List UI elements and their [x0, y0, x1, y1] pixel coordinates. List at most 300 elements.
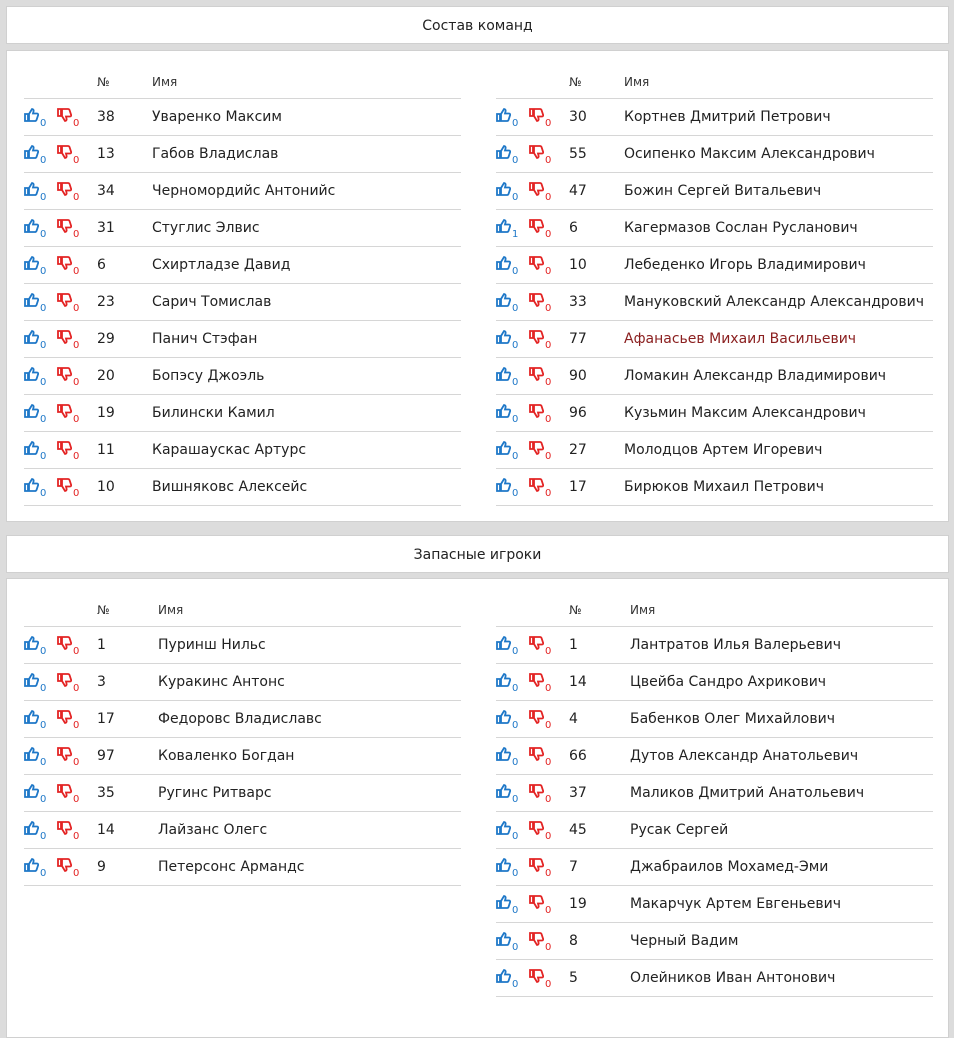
player-number: 90 [569, 368, 587, 384]
player-name[interactable]: Афанасьев Михаил Васильевич [624, 331, 857, 347]
dislike-button[interactable] [529, 284, 551, 323]
player-name[interactable]: Маликов Дмитрий Анатольевич [630, 785, 865, 801]
player-number: 33 [569, 294, 587, 310]
like-count: 0 [40, 266, 47, 277]
like-button[interactable] [496, 247, 518, 286]
like-count: 0 [512, 757, 519, 768]
thumbs-up-icon [24, 636, 39, 654]
dislike-count: 0 [545, 794, 552, 805]
table-row [496, 210, 933, 247]
player-name[interactable]: Федоровс Владиславс [158, 711, 322, 727]
like-button[interactable] [24, 812, 46, 851]
player-name[interactable]: Божин Сергей Витальевич [624, 183, 822, 199]
player-name[interactable]: Бабенков Олег Михайлович [630, 711, 835, 727]
player-name[interactable]: Бопэсу Джоэль [152, 368, 265, 384]
thumbs-down-icon [529, 895, 544, 913]
dislike-count: 0 [73, 229, 80, 240]
thumbs-down-icon [529, 404, 544, 422]
like-button[interactable] [24, 173, 46, 212]
player-name[interactable]: Петерсонс Армандс [158, 859, 305, 875]
column-number: № [97, 75, 110, 89]
table-row [496, 627, 933, 664]
player-name[interactable]: Карашаускас Артурс [152, 442, 307, 458]
dislike-count: 0 [545, 942, 552, 953]
thumbs-down-icon [529, 932, 544, 950]
table-row [24, 738, 461, 775]
like-button[interactable] [496, 432, 518, 471]
substitutes-section-header [6, 535, 949, 573]
player-name[interactable]: Дутов Александр Анатольевич [630, 748, 859, 764]
like-button[interactable] [496, 627, 518, 666]
like-button[interactable] [496, 701, 518, 740]
player-number: 45 [569, 822, 587, 838]
player-number: 29 [97, 331, 115, 347]
thumbs-up-icon [24, 182, 39, 200]
player-name[interactable]: Олейников Иван Антонович [630, 970, 836, 986]
like-count: 0 [40, 155, 47, 166]
table-row [496, 664, 933, 701]
player-name[interactable]: Макарчук Артем Евгеньевич [630, 896, 841, 912]
thumbs-down-icon [57, 673, 72, 691]
like-count: 0 [40, 720, 47, 731]
thumbs-down-icon [57, 293, 72, 311]
like-count: 0 [40, 340, 47, 351]
dislike-count: 0 [73, 340, 80, 351]
thumbs-down-icon [529, 858, 544, 876]
thumbs-down-icon [57, 145, 72, 163]
player-name[interactable]: Черномордийс Антонийс [152, 183, 336, 199]
player-name[interactable]: Уваренко Максим [152, 109, 282, 125]
thumbs-down-icon [529, 969, 544, 987]
dislike-button[interactable] [529, 99, 551, 138]
dislike-count: 0 [73, 757, 80, 768]
dislike-count: 0 [73, 794, 80, 805]
player-number: 5 [569, 970, 578, 986]
like-count: 0 [512, 831, 519, 842]
dislike-count: 0 [545, 979, 552, 990]
player-name[interactable]: Стуглис Элвис [152, 220, 260, 236]
dislike-button[interactable] [529, 627, 551, 666]
table-row [24, 432, 461, 469]
dislike-button[interactable] [529, 812, 551, 851]
dislike-button[interactable] [57, 627, 79, 666]
table-row [496, 469, 933, 506]
dislike-button[interactable] [529, 849, 551, 888]
column-name: Имя [624, 75, 650, 89]
thumbs-down-icon [529, 367, 544, 385]
thumbs-up-icon [496, 478, 511, 496]
thumbs-up-icon [496, 145, 511, 163]
column-name: Имя [152, 75, 178, 89]
like-button[interactable] [496, 664, 518, 703]
thumbs-up-icon [24, 478, 39, 496]
player-number: 66 [569, 748, 587, 764]
dislike-button[interactable] [57, 469, 79, 508]
like-count: 0 [40, 757, 47, 768]
player-number: 96 [569, 405, 587, 421]
thumbs-up-icon [24, 821, 39, 839]
like-button[interactable] [24, 738, 46, 777]
player-name[interactable]: Ругинс Ритварс [158, 785, 272, 801]
like-button[interactable] [24, 395, 46, 434]
thumbs-down-icon [57, 219, 72, 237]
player-name[interactable]: Лебеденко Игорь Владимирович [624, 257, 866, 273]
column-number: № [569, 75, 582, 89]
like-button[interactable] [496, 738, 518, 777]
player-name[interactable]: Габов Владислав [152, 146, 279, 162]
like-button[interactable] [496, 284, 518, 323]
player-name[interactable]: Вишняковс Алексейс [152, 479, 308, 495]
like-count: 0 [40, 831, 47, 842]
like-button[interactable] [496, 849, 518, 888]
like-count: 0 [512, 683, 519, 694]
column-number: № [569, 603, 582, 617]
dislike-button[interactable] [529, 886, 551, 925]
dislike-button[interactable] [529, 432, 551, 471]
dislike-button[interactable] [57, 210, 79, 249]
table-row [496, 173, 933, 210]
dislike-button[interactable] [57, 284, 79, 323]
like-button[interactable] [24, 210, 46, 249]
dislike-button[interactable] [57, 432, 79, 471]
like-button[interactable] [496, 395, 518, 434]
thumbs-up-icon [496, 404, 511, 422]
dislike-count: 0 [545, 720, 552, 731]
table-row [24, 812, 461, 849]
thumbs-down-icon [57, 784, 72, 802]
thumbs-up-icon [24, 330, 39, 348]
thumbs-down-icon [529, 441, 544, 459]
thumbs-down-icon [57, 108, 72, 126]
like-button[interactable] [496, 136, 518, 175]
dislike-button[interactable] [57, 775, 79, 814]
section-title: Состав команд [422, 18, 533, 34]
table-row [496, 812, 933, 849]
player-number: 1 [569, 637, 578, 653]
player-name[interactable]: Бирюков Михаил Петрович [624, 479, 825, 495]
thumbs-down-icon [529, 293, 544, 311]
thumbs-up-icon [24, 108, 39, 126]
player-number: 35 [97, 785, 115, 801]
dislike-count: 0 [545, 155, 552, 166]
table-row [496, 395, 933, 432]
dislike-button[interactable] [529, 960, 551, 999]
table-row [496, 358, 933, 395]
thumbs-down-icon [57, 404, 72, 422]
dislike-button[interactable] [57, 395, 79, 434]
dislike-count: 0 [545, 340, 552, 351]
table-row [24, 395, 461, 432]
dislike-button[interactable] [529, 701, 551, 740]
thumbs-up-icon [496, 108, 511, 126]
thumbs-up-icon [496, 673, 511, 691]
thumbs-down-icon [57, 441, 72, 459]
dislike-count: 0 [545, 303, 552, 314]
thumbs-down-icon [57, 182, 72, 200]
thumbs-up-icon [24, 858, 39, 876]
table-header [496, 66, 933, 99]
thumbs-up-icon [24, 256, 39, 274]
like-count: 0 [512, 720, 519, 731]
like-button[interactable] [496, 210, 518, 249]
dislike-button[interactable] [529, 321, 551, 360]
table-row [24, 664, 461, 701]
player-name[interactable]: Билински Камил [152, 405, 275, 421]
like-button[interactable] [24, 136, 46, 175]
player-name[interactable]: Лайзанс Олегс [158, 822, 268, 838]
table-row [24, 284, 461, 321]
like-button[interactable] [496, 960, 518, 999]
like-button[interactable] [24, 775, 46, 814]
dislike-count: 0 [545, 229, 552, 240]
like-count: 0 [40, 451, 47, 462]
like-count: 0 [40, 683, 47, 694]
player-number: 38 [97, 109, 115, 125]
player-number: 8 [569, 933, 578, 949]
player-name[interactable]: Куракинс Антонс [158, 674, 285, 690]
table-header [24, 66, 461, 99]
thumbs-up-icon [24, 219, 39, 237]
thumbs-down-icon [57, 330, 72, 348]
like-count: 0 [512, 979, 519, 990]
like-count: 0 [40, 868, 47, 879]
like-button[interactable] [496, 321, 518, 360]
thumbs-down-icon [529, 108, 544, 126]
section-title: Запасные игроки [413, 547, 542, 563]
table-row [496, 99, 933, 136]
player-name[interactable]: Коваленко Богдан [158, 748, 295, 764]
thumbs-up-icon [496, 367, 511, 385]
player-number: 34 [97, 183, 115, 199]
player-number: 4 [569, 711, 578, 727]
table-row [24, 358, 461, 395]
like-count: 0 [40, 377, 47, 388]
dislike-button[interactable] [57, 664, 79, 703]
dislike-count: 0 [73, 414, 80, 425]
like-button[interactable] [496, 99, 518, 138]
dislike-button[interactable] [529, 136, 551, 175]
dislike-button[interactable] [57, 358, 79, 397]
thumbs-down-icon [529, 478, 544, 496]
thumbs-up-icon [24, 145, 39, 163]
roster-column-right [496, 66, 933, 506]
dislike-count: 0 [545, 118, 552, 129]
dislike-button[interactable] [57, 99, 79, 138]
player-name[interactable]: Схиртладзе Давид [152, 257, 291, 273]
like-count: 0 [40, 488, 47, 499]
thumbs-down-icon [529, 182, 544, 200]
thumbs-up-icon [24, 404, 39, 422]
player-name[interactable]: Кагермазов Сослан Русланович [624, 220, 858, 236]
dislike-button[interactable] [57, 247, 79, 286]
dislike-button[interactable] [529, 210, 551, 249]
dislike-count: 0 [545, 683, 552, 694]
thumbs-up-icon [496, 858, 511, 876]
thumbs-up-icon [24, 784, 39, 802]
like-button[interactable] [24, 664, 46, 703]
player-number: 17 [97, 711, 115, 727]
like-button[interactable] [496, 469, 518, 508]
like-count: 0 [40, 646, 47, 657]
table-header [24, 594, 461, 627]
like-count: 0 [512, 868, 519, 879]
like-button[interactable] [496, 886, 518, 925]
like-button[interactable] [24, 99, 46, 138]
dislike-button[interactable] [529, 923, 551, 962]
dislike-button[interactable] [57, 849, 79, 888]
thumbs-up-icon [496, 784, 511, 802]
player-name[interactable]: Джабраилов Мохамед-Эми [630, 859, 829, 875]
dislike-count: 0 [73, 868, 80, 879]
like-count: 0 [512, 192, 519, 203]
like-button[interactable] [24, 701, 46, 740]
thumbs-down-icon [57, 858, 72, 876]
dislike-button[interactable] [529, 469, 551, 508]
player-name[interactable]: Панич Стэфан [152, 331, 258, 347]
column-name: Имя [158, 603, 184, 617]
player-number: 11 [97, 442, 115, 458]
dislike-count: 0 [545, 488, 552, 499]
table-row [496, 849, 933, 886]
like-button[interactable] [24, 432, 46, 471]
player-name[interactable]: Осипенко Максим Александрович [624, 146, 875, 162]
dislike-count: 0 [73, 303, 80, 314]
like-count: 0 [512, 340, 519, 351]
player-name[interactable]: Сарич Томислав [152, 294, 272, 310]
player-number: 1 [97, 637, 106, 653]
table-row [496, 960, 933, 997]
like-button[interactable] [24, 247, 46, 286]
player-name[interactable]: Мануковский Александр Александрович [624, 294, 924, 310]
dislike-button[interactable] [529, 664, 551, 703]
thumbs-down-icon [529, 673, 544, 691]
player-name[interactable]: Черный Вадим [630, 933, 739, 949]
dislike-button[interactable] [57, 321, 79, 360]
dislike-button[interactable] [529, 358, 551, 397]
player-number: 14 [97, 822, 115, 838]
dislike-button[interactable] [529, 247, 551, 286]
dislike-button[interactable] [57, 173, 79, 212]
dislike-count: 0 [73, 488, 80, 499]
player-name[interactable]: Цвейба Сандро Ахрикович [630, 674, 827, 690]
thumbs-up-icon [24, 673, 39, 691]
like-button[interactable] [24, 358, 46, 397]
dislike-button[interactable] [529, 395, 551, 434]
player-name[interactable]: Пуринш Нильс [158, 637, 266, 653]
player-number: 31 [97, 220, 115, 236]
column-number: № [97, 603, 110, 617]
dislike-button[interactable] [529, 173, 551, 212]
dislike-count: 0 [545, 831, 552, 842]
dislike-count: 0 [73, 451, 80, 462]
thumbs-up-icon [24, 441, 39, 459]
like-button[interactable] [496, 923, 518, 962]
thumbs-down-icon [529, 145, 544, 163]
like-count: 0 [512, 905, 519, 916]
player-name[interactable]: Кортнев Дмитрий Петрович [624, 109, 831, 125]
table-row [24, 173, 461, 210]
dislike-button[interactable] [57, 738, 79, 777]
dislike-count: 0 [545, 646, 552, 657]
like-button[interactable] [24, 627, 46, 666]
player-name[interactable]: Русак Сергей [630, 822, 729, 838]
dislike-count: 0 [545, 868, 552, 879]
player-name[interactable]: Кузьмин Максим Александрович [624, 405, 866, 421]
thumbs-down-icon [57, 747, 72, 765]
like-button[interactable] [496, 358, 518, 397]
like-button[interactable] [496, 173, 518, 212]
thumbs-up-icon [496, 969, 511, 987]
roster-column-left [24, 594, 461, 886]
player-number: 3 [97, 674, 106, 690]
like-count: 0 [512, 646, 519, 657]
thumbs-down-icon [57, 821, 72, 839]
dislike-count: 0 [73, 683, 80, 694]
player-number: 97 [97, 748, 115, 764]
thumbs-up-icon [496, 710, 511, 728]
like-count: 0 [512, 451, 519, 462]
player-number: 10 [97, 479, 115, 495]
thumbs-up-icon [24, 367, 39, 385]
thumbs-down-icon [57, 636, 72, 654]
like-count: 0 [40, 192, 47, 203]
like-button[interactable] [24, 469, 46, 508]
thumbs-down-icon [529, 747, 544, 765]
table-row [496, 247, 933, 284]
player-name[interactable]: Лантратов Илья Валерьевич [630, 637, 841, 653]
dislike-button[interactable] [529, 738, 551, 777]
like-button[interactable] [24, 849, 46, 888]
dislike-button[interactable] [57, 701, 79, 740]
like-button[interactable] [496, 812, 518, 851]
player-name[interactable]: Молодцов Артем Игоревич [624, 442, 823, 458]
player-number: 14 [569, 674, 587, 690]
like-count: 0 [512, 488, 519, 499]
thumbs-up-icon [496, 932, 511, 950]
like-count: 1 [512, 229, 519, 240]
like-button[interactable] [24, 321, 46, 360]
player-number: 10 [569, 257, 587, 273]
dislike-count: 0 [545, 451, 552, 462]
table-row [24, 321, 461, 358]
column-name: Имя [630, 603, 656, 617]
table-row [24, 247, 461, 284]
thumbs-up-icon [496, 747, 511, 765]
player-number: 19 [569, 896, 587, 912]
player-name[interactable]: Ломакин Александр Владимирович [624, 368, 887, 384]
table-row [496, 886, 933, 923]
table-row [24, 99, 461, 136]
table-row [24, 849, 461, 886]
like-button[interactable] [24, 284, 46, 323]
player-number: 19 [97, 405, 115, 421]
table-row [24, 627, 461, 664]
dislike-button[interactable] [529, 775, 551, 814]
thumbs-up-icon [496, 293, 511, 311]
thumbs-down-icon [529, 710, 544, 728]
thumbs-up-icon [24, 747, 39, 765]
thumbs-down-icon [529, 256, 544, 274]
player-number: 77 [569, 331, 587, 347]
dislike-count: 0 [73, 155, 80, 166]
like-button[interactable] [496, 775, 518, 814]
substitutes-panel [6, 578, 949, 1038]
thumbs-down-icon [57, 256, 72, 274]
dislike-button[interactable] [57, 136, 79, 175]
table-row [24, 210, 461, 247]
dislike-button[interactable] [57, 812, 79, 851]
table-row [496, 284, 933, 321]
